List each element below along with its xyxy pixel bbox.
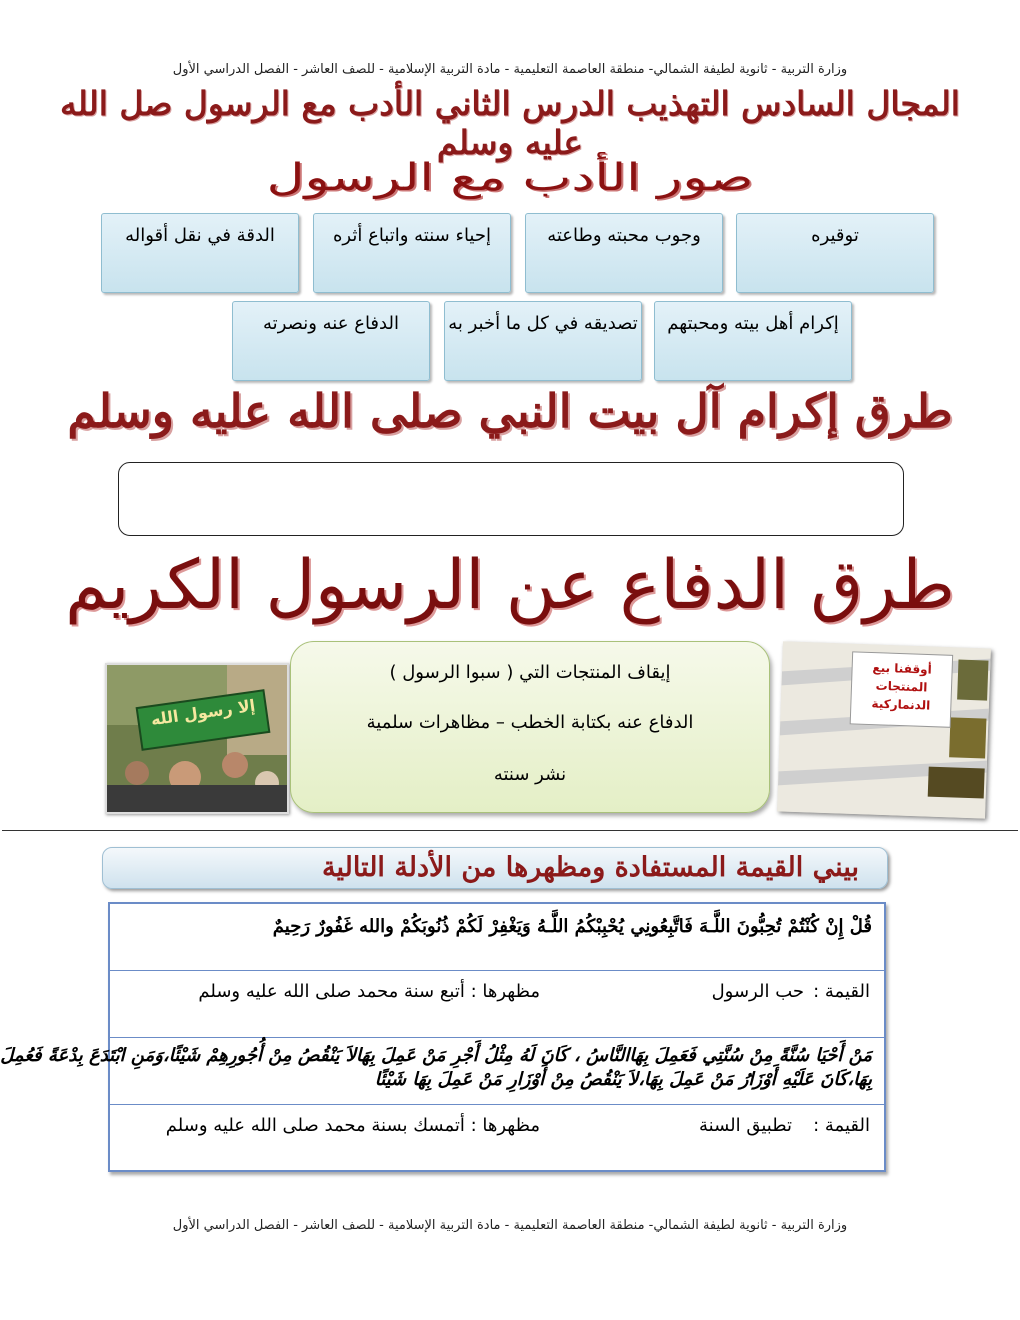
value2-label: القيمة : [813,1115,870,1136]
form-box-3: إحياء سنته واتباع أثره [313,213,511,293]
lesson-title: المجال السادس التهذيب الدرس الثاني الأدب مع الرسول صل الله عليه وسلم [60,84,960,162]
section-title-honoring: طرق إكرام آل بيت النبي صلى الله عليه وسلم [67,384,953,438]
value1-label: القيمة : [813,981,870,1002]
page-footer: وزارة التربية - ثانوية لطيفة الشمالي- منطقة العاصمة التعليمية - مادة التربية الإسلامية - للصف العاشر - الفصل الدراسي الأول [172,1218,848,1233]
form-box-7: الدفاع عنه ونصرته [232,301,430,381]
verse-text: قُلْ إِنْ كُنْتُمْ تُحِبُّونَ اللَّـهَ فَاتَّبِعُونِي يُحْبِبْكُمُ اللَّـهُ وَيَغْفِرْ لَكُمْ ذُنُوبَكُمْ والله غَفُورٌ رَحِيمٌ [272,916,872,937]
table-row [110,971,884,1038]
aspect1-answer: مظهرها : أتبع سنة محمد صلى الله عليه وسلم [198,981,540,1002]
exercise-title: بيني القيمة المستفادة ومظهرها من الأدلة التالية [102,847,888,889]
form-box-6: تصديقه في كل ما أخبر به [444,301,642,381]
answer-box[interactable] [118,462,904,536]
defense-way-3: نشر سنته [493,764,567,785]
form-box-2: وجوب محبته وطاعته [525,213,723,293]
shelves-sign-text: أوقفنا بيع المنتجات الدنماركية [871,660,933,713]
table-row [0,1038,884,1105]
exercise-table [0,902,886,1172]
defense-way-1: إيقاف المنتجات التي ( سبوا الرسول ) [389,662,671,683]
protest-photo [105,663,289,814]
page-header: وزارة التربية - ثانوية لطيفة الشمالي- منطقة العاصمة التعليمية - مادة التربية الإسلامية - للصف العاشر - الفصل الدراسي الأول [172,62,848,77]
protest-sign-text: إلا رسول الله [149,695,257,730]
hadith-line-1: مَنْ أَحْيَا سُنَّةً مِنْ سُنَّتِي فَعَمِلَ بِهَاالنَّاسُ ، كَانَ لَهُ مِثْلُ أَجْرِ مَنْ عَمِلَ بِهَالاَ يَنْقُصُ مِنْ أُجُورِهِمْ شَيْئًا،وَمَنِ ابْتَدَعَ بِدْعَةً فَعُمِلَ [0,1045,872,1066]
defense-ways-box [290,641,770,813]
divider [2,830,1018,831]
form-box-1: توقيره [736,213,934,293]
table-row [110,904,884,971]
hadith-line-2: بِهَا،كَانَ عَلَيْهِ أَوْزَارُ مَنْ عَمِلَ بِهَا،لاَ يَنْقُصُ مِنْ أَوْزَارِ مَنْ عَمِلَ بِهَا شَيْئًا [374,1069,872,1090]
value1-answer: حب الرسول [711,981,804,1002]
value2-answer: تطبيق السنة [699,1115,792,1136]
section-title-forms: صور الأدب مع الرسول [266,156,754,200]
shelves-photo [777,641,991,818]
section-title-defense: طرق الدفاع عن الرسول الكريم [65,546,955,625]
defense-way-2: الدفاع عنه بكتابة الخطب – مظاهرات سلمية [366,712,694,733]
table-row [110,1105,884,1171]
aspect2-answer: مظهرها : أتمسك بسنة محمد صلى الله عليه وسلم [165,1115,540,1136]
protest-image [107,665,287,812]
form-box-4: الدقة في نقل أقواله [101,213,299,293]
form-box-5: إكرام أهل بيته ومحبتهم [654,301,852,381]
